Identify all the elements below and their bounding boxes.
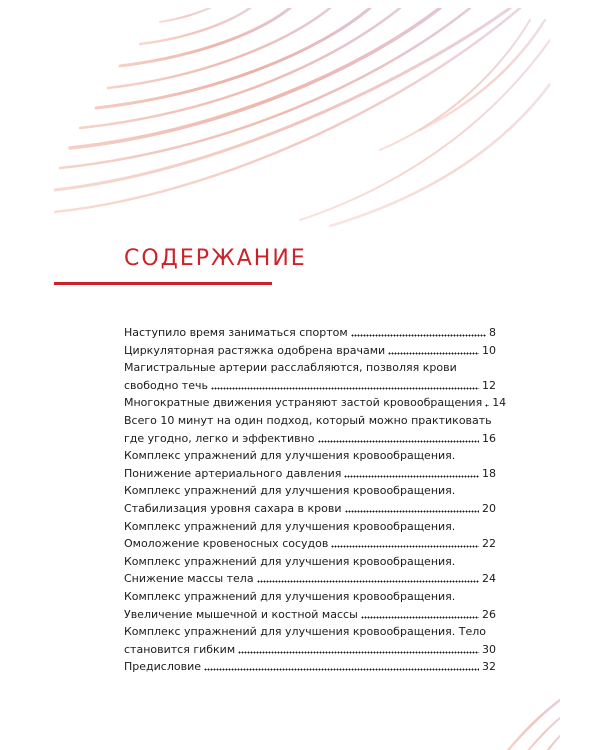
toc-entry[interactable] (124, 658, 496, 676)
dot-leader (351, 325, 486, 337)
toc-entry-title-line: Комплекс упражнений для улучшения кровообращения. Тело (124, 625, 487, 639)
toc-page-number: 10 (482, 343, 496, 357)
toc-entry-title: Предисловие (124, 660, 201, 674)
toc-entry-title: Омоложение кровеносных сосудов (124, 537, 329, 551)
toc-entry-title: Циркуляторная растяжка одобрена врачами (124, 343, 386, 357)
toc-entry-title: Многократные движения устраняют застой кровообращения (124, 396, 483, 410)
toc-entry-title-line: Магистральные артерии расслабляются, позволяя крови (124, 361, 457, 375)
dot-leader (257, 571, 479, 583)
toc-entry[interactable] (124, 588, 496, 623)
dot-leader (211, 378, 479, 390)
toc-entry[interactable] (124, 482, 496, 517)
toc-entry-title-line: Комплекс упражнений для улучшения кровообращения. (124, 589, 456, 603)
toc-page-number: 30 (482, 642, 496, 656)
toc-entry-title-line: Комплекс упражнений для улучшения кровообращения. (124, 484, 456, 498)
dot-leader (345, 501, 479, 513)
toc-entry-title: Наступило время заниматься спортом (124, 326, 348, 339)
toc-page-number: 20 (482, 501, 496, 515)
toc-entry[interactable] (124, 324, 496, 342)
dot-leader (388, 343, 479, 355)
toc-entry-title: Стабилизация уровня сахара в крови (124, 501, 342, 515)
toc-entry[interactable] (124, 553, 496, 588)
dot-leader (318, 431, 479, 443)
toc-entry[interactable] (124, 342, 496, 360)
toc-entry[interactable] (124, 518, 496, 553)
toc-entry-title: Снижение массы тела (124, 572, 254, 586)
toc-entry[interactable] (124, 623, 496, 658)
toc-page-number: 14 (492, 396, 507, 410)
dot-leader (238, 642, 479, 654)
dot-leader (204, 659, 479, 671)
toc-page-number: 16 (482, 431, 496, 445)
toc-page-number: 26 (482, 607, 496, 621)
toc-entry-title-line: Комплекс упражнений для улучшения кровообращения. (124, 519, 456, 533)
dot-leader (361, 607, 479, 619)
toc-page-number: 8 (489, 326, 496, 339)
dot-leader (485, 395, 489, 407)
dot-leader (344, 466, 479, 478)
toc-entry[interactable] (124, 394, 507, 412)
toc-entry-title: свободно течь (124, 378, 208, 392)
toc-entry[interactable] (124, 359, 496, 394)
toc-entry[interactable] (124, 447, 496, 482)
toc-page-number: 12 (482, 378, 496, 392)
toc-entry[interactable] (124, 412, 496, 447)
table-of-contents (124, 324, 507, 676)
toc-entry-title: Понижение артериального давления (124, 466, 342, 480)
toc-page-number: 22 (482, 537, 496, 551)
title-underline (54, 282, 272, 285)
toc-page-number: 24 (482, 572, 496, 586)
toc-entry-title: становится гибким (124, 642, 236, 656)
toc-entry-title-line: Комплекс упражнений для улучшения кровообращения. (124, 449, 456, 463)
toc-entry-title: Увеличение мышечной и костной массы (124, 607, 358, 621)
toc-page-number: 18 (482, 466, 496, 480)
toc-entry-title-line: Комплекс упражнений для улучшения кровообращения. (124, 554, 456, 568)
toc-entry-title: где угодно, легко и эффективно (124, 431, 315, 445)
dot-leader (331, 536, 479, 548)
page-title: СОДЕРЖАНИЕ (124, 246, 307, 271)
toc-page-number: 32 (482, 660, 496, 674)
toc-entry-title-line: Всего 10 минут на один подход, который можно практиковать (124, 413, 492, 427)
